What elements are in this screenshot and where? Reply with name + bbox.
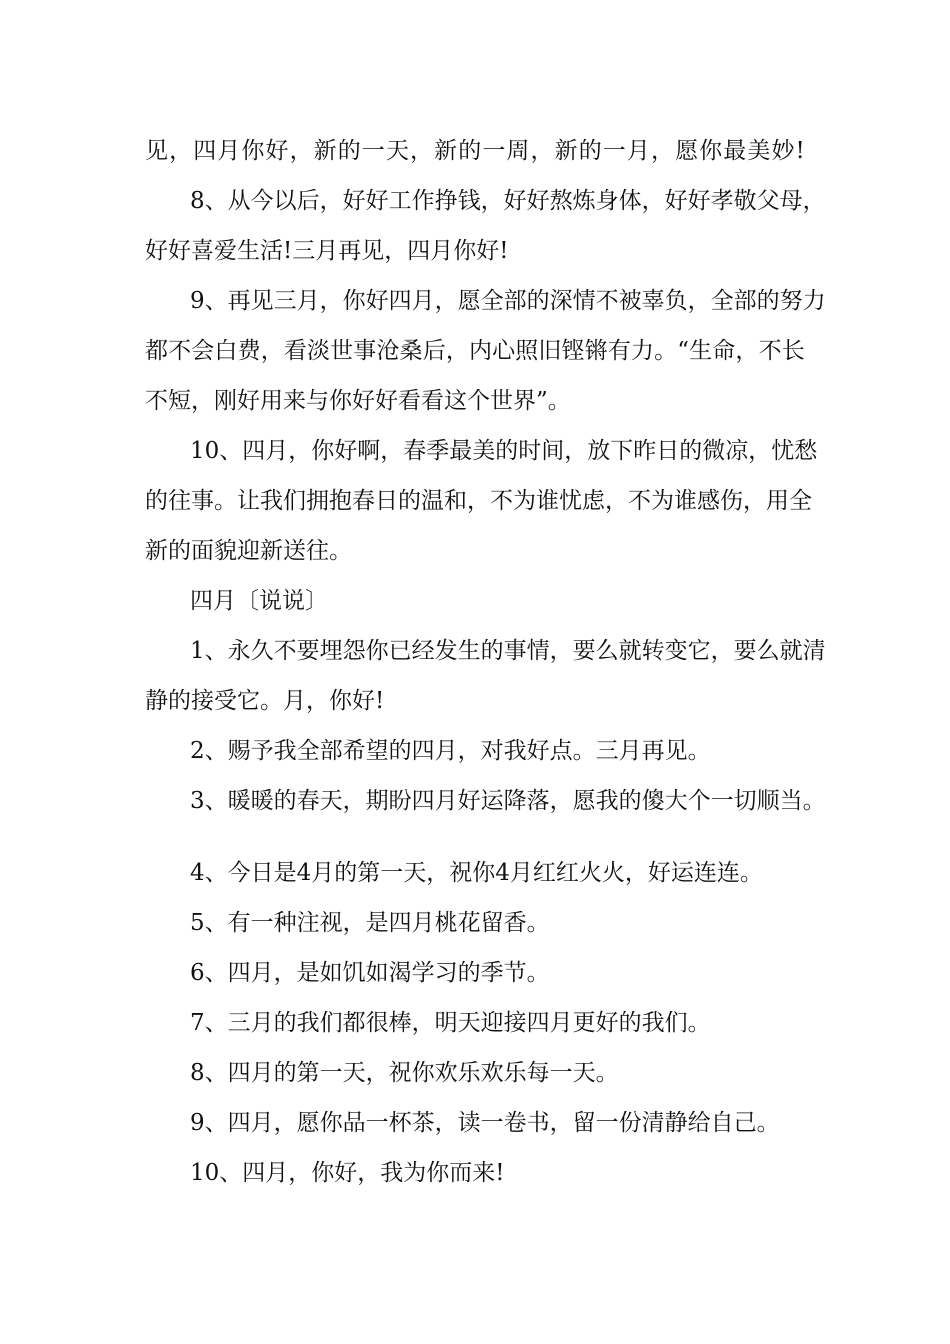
list-item: 3、暖暖的春天，期盼四月好运降落，愿我的傻大个一切顺当。 xyxy=(190,788,826,814)
paragraph-line: 静的接受它。月，你好! xyxy=(145,688,385,714)
list-item: 4、今日是4月的第一天，祝你4月红红火火，好运连连。 xyxy=(190,860,763,886)
section-heading: 四月〔说说〕 xyxy=(190,588,328,614)
paragraph-line: 见 ， 四 月 你 好 ， 新 的 一 天 ， 新 的 一 周 ， 新 的 一 月 ， 愿 你 最 美 妙 ! xyxy=(145,138,805,164)
list-item: 9、四月，愿你品一杯茶，读一卷书，留一份清静给自己。 xyxy=(190,1110,780,1136)
paragraph-line: 的 往 事 。 让 我 们 拥 抱 春 日 的 温 和 ， 不 为 谁 忧 虑 ， 不 为 谁 感 伤 ， 用 全 xyxy=(145,488,812,514)
paragraph-line: 1 、 永 久 不 要 埋 怨 你 已 经 发 生 的 事 情 ， 要 么 就 转 变 它 ， 要 么 就 清 xyxy=(190,638,826,664)
list-item: 10、四月，你好，我为你而来! xyxy=(190,1160,505,1186)
paragraph-line: 8 、 从 今 以 后 ， 好 好 工 作 挣 钱 ， 好 好 熬 炼 身 体 ， 好 好 孝 敬 父 母 ， xyxy=(190,188,826,214)
paragraph-line: 新的面貌迎新送往。 xyxy=(145,538,352,564)
paragraph-line: 不短，刚好用来与你好好看看这个世界”。 xyxy=(145,388,571,414)
list-item: 5、有一种注视，是四月桃花留香。 xyxy=(190,910,550,936)
list-item: 7、三月的我们都很棒，明天迎接四月更好的我们。 xyxy=(190,1010,711,1036)
list-item: 2、赐予我全部希望的四月，对我好点。三月再见。 xyxy=(190,738,711,764)
paragraph-line: 9 、 再 见 三 月 ， 你 好 四 月 ， 愿 全 部 的 深 情 不 被 辜 负 ， 全 部 的 努 力 xyxy=(190,288,826,314)
list-item: 8、四月的第一天，祝你欢乐欢乐每一天。 xyxy=(190,1060,619,1086)
list-item: 6、四月，是如饥如渴学习的季节。 xyxy=(190,960,550,986)
paragraph-line: 好好喜爱生活!三月再见，四月你好! xyxy=(145,238,509,264)
paragraph-line: 1 0 、 四 月 ， 你 好 啊 ， 春 季 最 美 的 时 间 ， 放 下 昨 日 的 微 凉 ， 忧 愁 xyxy=(190,438,818,464)
paragraph-line: 都 不 会 白 费 ， 看 淡 世 事 沧 桑 后 ， 内 心 照 旧 铿 锵 有 力 。 “ 生 命 ， 不 长 xyxy=(145,338,805,364)
